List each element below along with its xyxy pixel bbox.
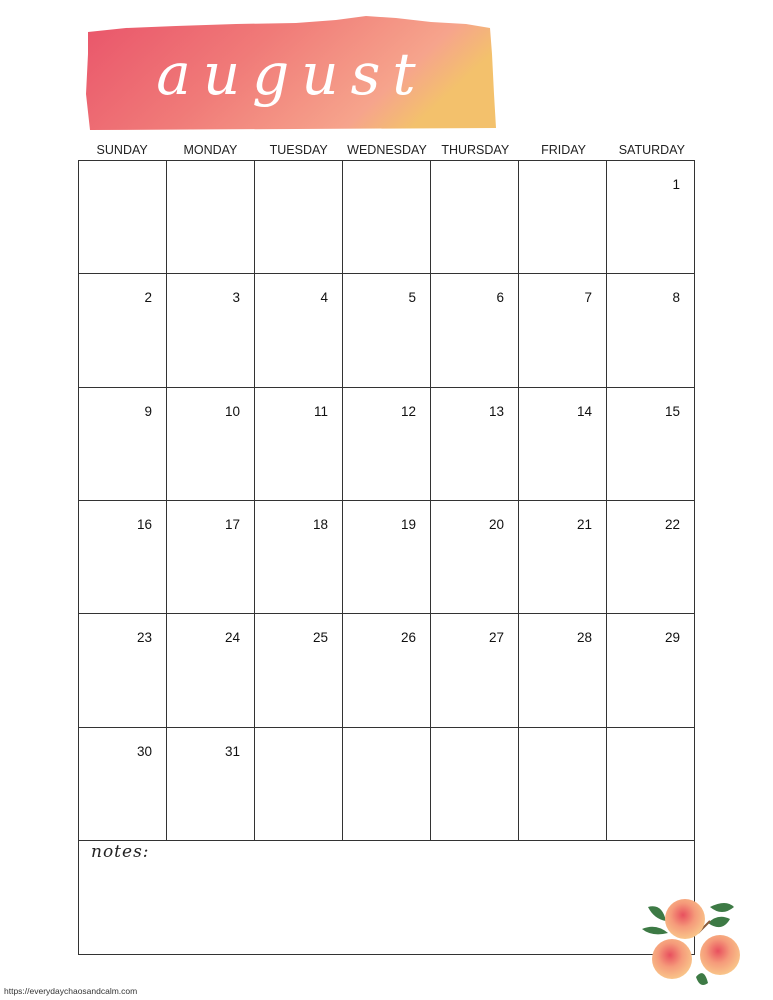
day-number: 25 — [312, 630, 328, 646]
weekday-friday: FRIDAY — [541, 143, 586, 157]
weekday-tuesday: TUESDAY — [269, 143, 328, 157]
day-number: 12 — [400, 403, 416, 419]
day-number: 17 — [224, 517, 240, 532]
day-cell — [167, 161, 255, 274]
day-cell — [431, 614, 519, 727]
day-cell — [167, 728, 255, 841]
day-cell — [79, 728, 167, 841]
day-number: 19 — [400, 517, 416, 532]
day-number: 1 — [672, 177, 680, 192]
day-number: 18 — [312, 517, 328, 532]
day-number: 6 — [496, 290, 504, 306]
day-cell — [431, 388, 519, 501]
day-cell — [167, 274, 255, 387]
day-number: 29 — [664, 630, 680, 646]
peaches-illustration-icon — [638, 893, 748, 989]
day-cell — [255, 274, 343, 387]
day-number: 26 — [400, 630, 416, 646]
day-number: 3 — [232, 290, 240, 306]
day-cell — [431, 274, 519, 387]
weekday-headers — [78, 140, 696, 160]
day-cell — [607, 388, 695, 501]
day-number: 28 — [576, 630, 592, 646]
day-number: 30 — [136, 743, 152, 759]
notes-label: notes: — [91, 842, 150, 862]
day-cell — [255, 388, 343, 501]
day-cell — [519, 161, 607, 274]
notes-box — [78, 840, 695, 955]
day-cell — [79, 501, 167, 614]
calendar-grid — [78, 160, 695, 841]
day-number: 11 — [313, 403, 328, 419]
day-cell — [607, 501, 695, 614]
day-number: 31 — [224, 743, 240, 759]
day-cell — [519, 274, 607, 387]
day-number: 23 — [136, 630, 152, 646]
day-number: 24 — [224, 630, 240, 646]
day-cell — [343, 728, 431, 841]
day-cell — [607, 274, 695, 387]
month-title: august — [156, 40, 428, 108]
day-cell — [431, 728, 519, 841]
day-cell — [79, 274, 167, 387]
footer-url: https://everydaychaosandcalm.com — [4, 986, 138, 996]
day-cell — [607, 728, 695, 841]
day-number: 9 — [144, 403, 152, 419]
day-cell — [519, 388, 607, 501]
day-number: 21 — [576, 517, 592, 532]
day-number: 5 — [408, 290, 416, 306]
day-number: 13 — [488, 403, 504, 419]
day-cell — [167, 501, 255, 614]
day-cell — [79, 614, 167, 727]
day-number: 2 — [144, 290, 152, 306]
day-cell — [607, 614, 695, 727]
weekday-monday: MONDAY — [183, 143, 238, 157]
day-number: 16 — [136, 517, 152, 532]
weekday-sunday: SUNDAY — [96, 143, 148, 157]
day-cell — [79, 388, 167, 501]
day-number: 15 — [664, 403, 680, 419]
day-number: 10 — [224, 403, 240, 419]
weekday-saturday: SATURDAY — [618, 143, 685, 157]
day-cell — [167, 614, 255, 727]
day-cell — [255, 728, 343, 841]
day-number: 27 — [488, 630, 504, 646]
day-cell — [343, 614, 431, 727]
day-number: 14 — [576, 403, 592, 419]
day-cell — [607, 161, 695, 274]
day-number: 22 — [664, 517, 680, 532]
day-cell — [431, 161, 519, 274]
day-cell — [255, 501, 343, 614]
day-cell — [167, 388, 255, 501]
day-number: 20 — [488, 517, 504, 532]
weekday-wednesday: WEDNESDAY — [347, 143, 427, 157]
day-cell — [255, 161, 343, 274]
day-number: 8 — [672, 290, 680, 306]
day-cell — [343, 501, 431, 614]
day-cell — [343, 274, 431, 387]
day-cell — [519, 501, 607, 614]
day-cell — [519, 728, 607, 841]
day-number: 7 — [584, 290, 592, 306]
day-cell — [79, 161, 167, 274]
day-cell — [343, 161, 431, 274]
day-cell — [343, 388, 431, 501]
day-cell — [431, 501, 519, 614]
day-number: 4 — [320, 290, 328, 306]
weekday-thursday: THURSDAY — [441, 143, 510, 157]
day-cell — [519, 614, 607, 727]
day-cell — [255, 614, 343, 727]
